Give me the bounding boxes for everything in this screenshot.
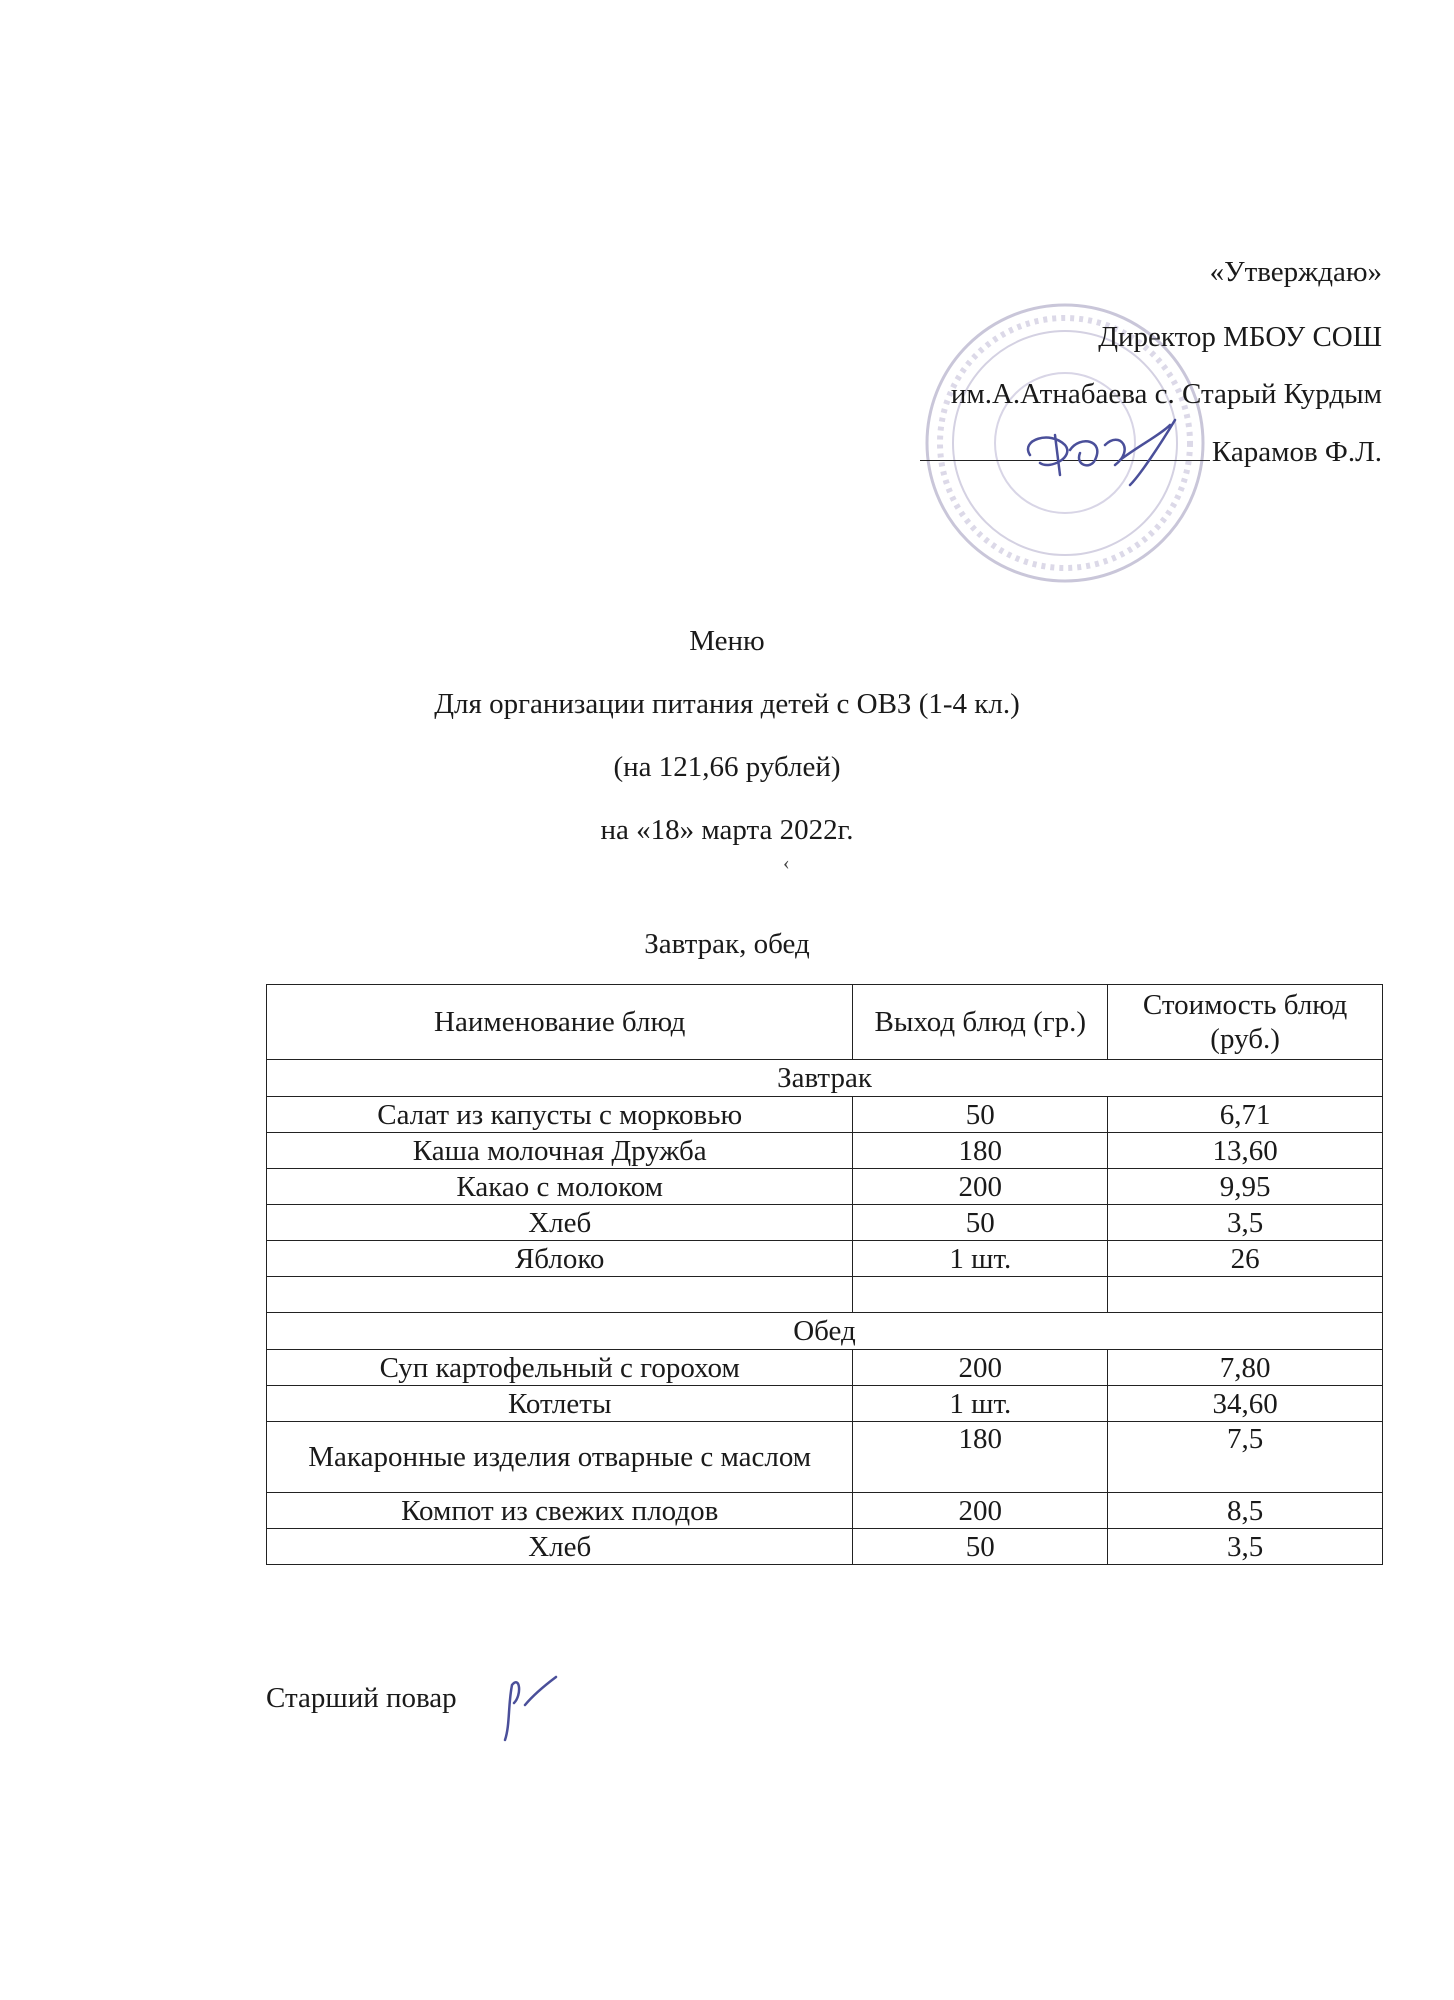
table-row bbox=[267, 1350, 1383, 1386]
table-row bbox=[267, 1386, 1383, 1422]
cost-cell: 3,5 bbox=[1108, 1529, 1383, 1565]
menu-subtitle: Для организации питания детей с ОВЗ (1-4 кл.) bbox=[434, 688, 1020, 720]
table-row bbox=[267, 1169, 1383, 1205]
cook-label: Старший повар bbox=[266, 1682, 457, 1714]
dish-cell: Какао с молоком bbox=[267, 1169, 853, 1205]
cost-cell: 7,80 bbox=[1108, 1350, 1383, 1386]
meals-heading: Завтрак, обед bbox=[644, 928, 810, 960]
table-row bbox=[267, 1241, 1383, 1277]
section-label: Обед bbox=[267, 1313, 1383, 1350]
table-row bbox=[267, 1422, 1383, 1493]
empty-cell bbox=[1108, 1277, 1383, 1313]
dish-cell: Яблоко bbox=[267, 1241, 853, 1277]
section-row-breakfast bbox=[267, 1060, 1383, 1097]
menu-date: на «18» марта 2022г. bbox=[600, 814, 854, 846]
weight-cell: 1 шт. bbox=[853, 1386, 1108, 1422]
table-row bbox=[267, 1529, 1383, 1565]
table-header-row bbox=[267, 985, 1383, 1060]
dish-cell: Салат из капусты с морковью bbox=[267, 1097, 853, 1133]
dish-cell: Каша молочная Дружба bbox=[267, 1133, 853, 1169]
weight-cell: 50 bbox=[853, 1097, 1108, 1133]
dish-cell: Хлеб bbox=[267, 1529, 853, 1565]
empty-row bbox=[267, 1277, 1383, 1313]
dish-cell: Компот из свежих плодов bbox=[267, 1493, 853, 1529]
cost-cell: 6,71 bbox=[1108, 1097, 1383, 1133]
dish-cell: Макаронные изделия отварные с маслом bbox=[267, 1422, 853, 1493]
empty-cell bbox=[267, 1277, 853, 1313]
director-name: Карамов Ф.Л. bbox=[1211, 436, 1382, 468]
section-label: Завтрак bbox=[267, 1060, 1383, 1097]
approval-school: им.А.Атнабаева с. Старый Курдым bbox=[950, 378, 1382, 410]
cost-cell: 26 bbox=[1108, 1241, 1383, 1277]
approval-heading: «Утверждаю» bbox=[1209, 256, 1382, 288]
menu-price: (на 121,66 рублей) bbox=[613, 751, 841, 783]
menu-table bbox=[266, 984, 1383, 1565]
cook-signature bbox=[500, 1665, 560, 1745]
approval-position: Директор МБОУ СОШ bbox=[1098, 321, 1382, 353]
cost-cell: 3,5 bbox=[1108, 1205, 1383, 1241]
cost-cell: 9,95 bbox=[1108, 1169, 1383, 1205]
cost-cell: 8,5 bbox=[1108, 1493, 1383, 1529]
weight-cell: 180 bbox=[853, 1422, 1108, 1493]
tick-mark: ‹ bbox=[783, 852, 790, 874]
dish-cell: Суп картофельный с горохом bbox=[267, 1350, 853, 1386]
cost-cell: 13,60 bbox=[1108, 1133, 1383, 1169]
section-row-lunch bbox=[267, 1313, 1383, 1350]
table-row bbox=[267, 1205, 1383, 1241]
column-header-weight: Выход блюд (гр.) bbox=[853, 985, 1108, 1060]
cost-cell: 34,60 bbox=[1108, 1386, 1383, 1422]
weight-cell: 180 bbox=[853, 1133, 1108, 1169]
weight-cell: 1 шт. bbox=[853, 1241, 1108, 1277]
weight-cell: 50 bbox=[853, 1529, 1108, 1565]
table-row bbox=[267, 1493, 1383, 1529]
weight-cell: 200 bbox=[853, 1350, 1108, 1386]
cost-cell: 7,5 bbox=[1108, 1422, 1383, 1493]
empty-cell bbox=[853, 1277, 1108, 1313]
weight-cell: 200 bbox=[853, 1169, 1108, 1205]
director-signature bbox=[1010, 415, 1180, 505]
column-header-dish: Наименование блюд bbox=[267, 985, 853, 1060]
menu-title: Меню bbox=[689, 625, 765, 657]
dish-cell: Хлеб bbox=[267, 1205, 853, 1241]
weight-cell: 50 bbox=[853, 1205, 1108, 1241]
column-header-cost: Стоимость блюд (руб.) bbox=[1108, 985, 1383, 1060]
table-row bbox=[267, 1133, 1383, 1169]
table-row bbox=[267, 1097, 1383, 1133]
dish-cell: Котлеты bbox=[267, 1386, 853, 1422]
weight-cell: 200 bbox=[853, 1493, 1108, 1529]
